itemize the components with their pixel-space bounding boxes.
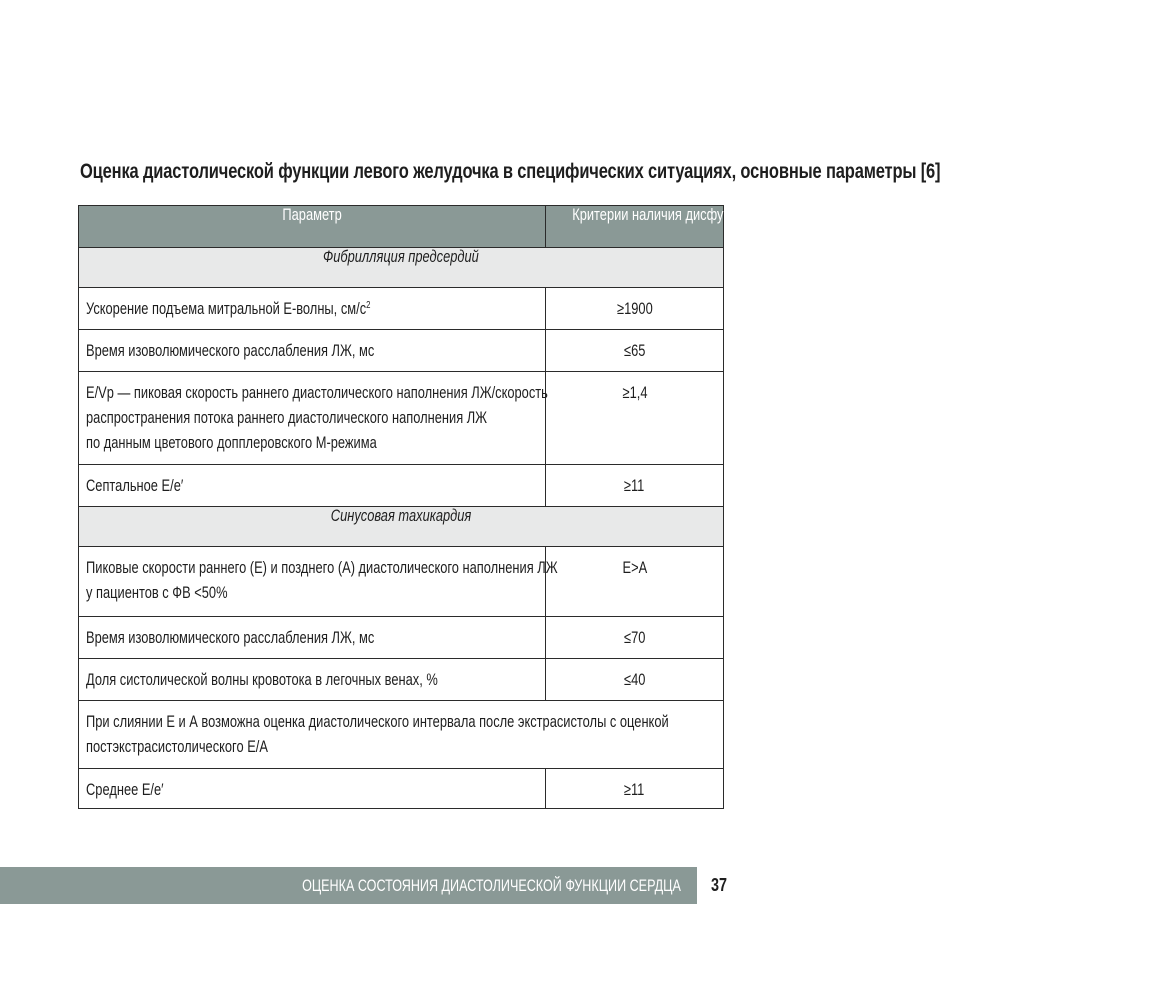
parameter-cell: Ускорение подъема митральной Е-волны, $см/с^2$ (79, 288, 546, 330)
table-row (79, 288, 724, 330)
parameter-cell: Септальное Е/е′ (79, 465, 546, 507)
criteria-cell: Е>А (546, 547, 724, 617)
criteria-cell: ≤65 (546, 330, 724, 372)
table-title (80, 158, 941, 186)
table-row (79, 617, 724, 659)
criteria-cell: ≤70 (546, 617, 724, 659)
table-row (79, 465, 724, 507)
table-header-row (79, 206, 724, 248)
page-number: 37 (710, 875, 728, 895)
header-parameter: Параметр (79, 206, 546, 248)
parameter-cell: Время изоволюмического расслабления ЛЖ, мс (79, 330, 546, 372)
section-row-atrial-fibrillation (79, 248, 724, 288)
parameter-cell: Е/Vp — пиковая скорость раннего диастолического наполнения ЛЖ/скорость распространения потока раннего диастолического наполнения ЛЖ по данным цветового допплеровского М-режима (79, 372, 546, 465)
table-row (79, 659, 724, 701)
table-row (79, 547, 724, 617)
criteria-cell: ≥11 (546, 465, 724, 507)
parameter-cell: Время изоволюмического расслабления ЛЖ, мс (79, 617, 546, 659)
table-row (79, 372, 724, 465)
criteria-cell: ≥11 (546, 769, 724, 809)
table-row-note (79, 701, 724, 769)
table-row (79, 769, 724, 809)
parameter-cell: Доля систолической волны кровотока в легочных венах, % (79, 659, 546, 701)
criteria-cell: ≥1,4 (546, 372, 724, 465)
footer-band (0, 867, 697, 904)
section-title: Фибрилляция предсердий (79, 248, 724, 288)
table-title-text: Оценка диастолической функции левого желудочка в специфических ситуациях, основные параметры [6] (80, 160, 941, 183)
section-row-sinus-tachycardia (79, 507, 724, 547)
section-title: Синусовая тахикардия (79, 507, 724, 547)
running-title: ОЦЕНКА СОСТОЯНИЯ ДИАСТОЛИЧЕСКОЙ ФУНКЦИИ СЕРДЦА (302, 876, 681, 895)
criteria-cell: ≤40 (546, 659, 724, 701)
note-cell: При слиянии Е и А возможна оценка диастолического интервала после экстрасистолы с оценкой постэкстрасистолического Е/А (79, 701, 724, 769)
table-row (79, 330, 724, 372)
parameters-table (78, 205, 758, 809)
parameter-cell: Пиковые скорости раннего (Е) и позднего (А) диастолического наполнения ЛЖ у пациентов с ФВ <50% (79, 547, 546, 617)
header-criteria: Критерии наличия дисфункции (546, 206, 724, 248)
criteria-cell: ≥1900 (546, 288, 724, 330)
parameter-cell: Среднее Е/е′ (79, 769, 546, 809)
